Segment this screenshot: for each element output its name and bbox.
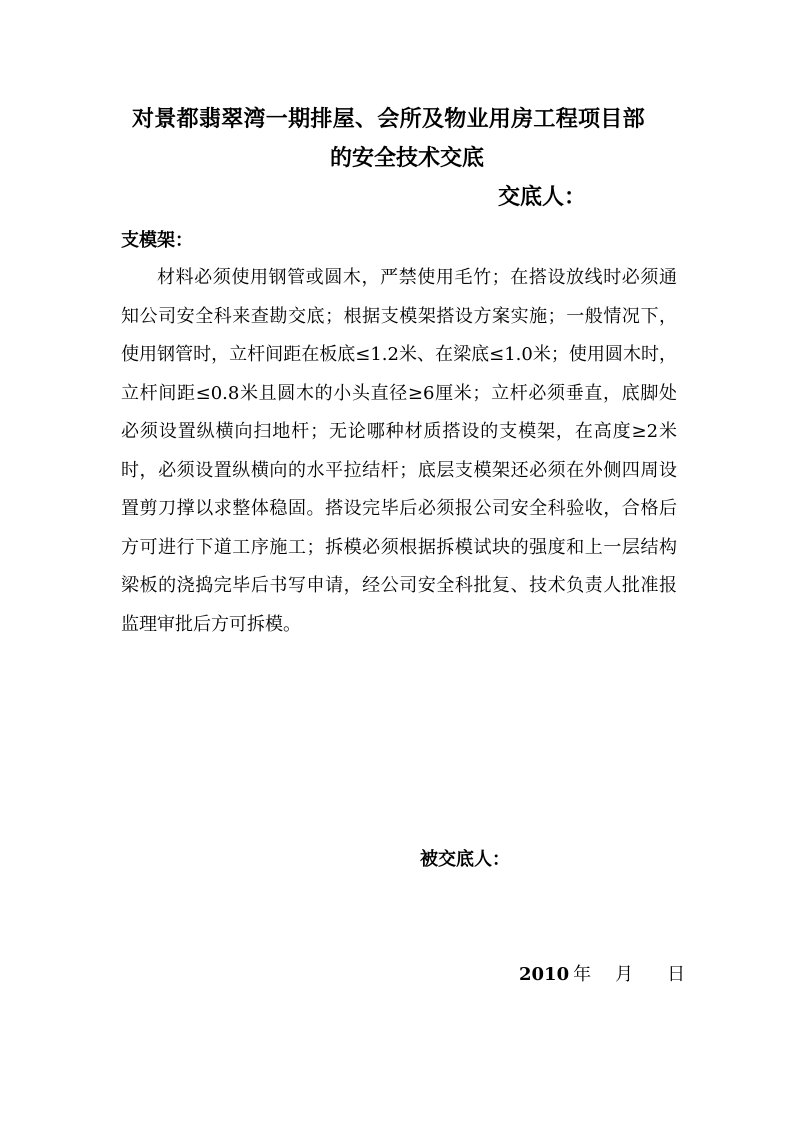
date-line bbox=[519, 961, 685, 989]
date-year-unit: 年 bbox=[573, 964, 592, 985]
document-title-line-1: 对景都翡翠湾一期排屋、会所及物业用房工程项目部 bbox=[132, 106, 645, 132]
date-year: 2010 bbox=[519, 964, 570, 985]
date-day-unit: 日 bbox=[667, 964, 686, 985]
receiver-label: 被交底人： bbox=[420, 849, 510, 870]
date-month-unit: 月 bbox=[615, 964, 634, 985]
briefer-label: 交底人： bbox=[498, 184, 587, 210]
document-title-line-2: 的安全技术交底 bbox=[330, 145, 485, 171]
section-heading: 支模架： bbox=[121, 230, 193, 251]
body-paragraph: 材料必须使用钢管或圆木，严禁使用毛竹；在搭设放线时必须通知公司安全科来查勘交底；根据支模架搭设方案实施；一般情况下，使用钢管时，立杆间距在板底≤1.2米、在梁底≤1.0米；使用圆木时，立杆间距≤0.8米且圆木的小头直径≥6厘米；立杆必须垂直，底脚处必须设置纵横向扫地杆；无论哪种材质搭设的支模架，在高度≥2米时，必须设置纵横向的水平拉结杆；底层支模架还必须在外侧四周设置剪刀撑以求整体稳固。搭设完毕后必须报公司安全科验收，合格后方可进行下道工序施工；拆模必须根据拆模试块的强度和上一层结构梁板的浇捣完毕后书写申请，经公司安全科批复、技术负责人批准报监理审批后方可拆模。 bbox=[121, 267, 677, 635]
